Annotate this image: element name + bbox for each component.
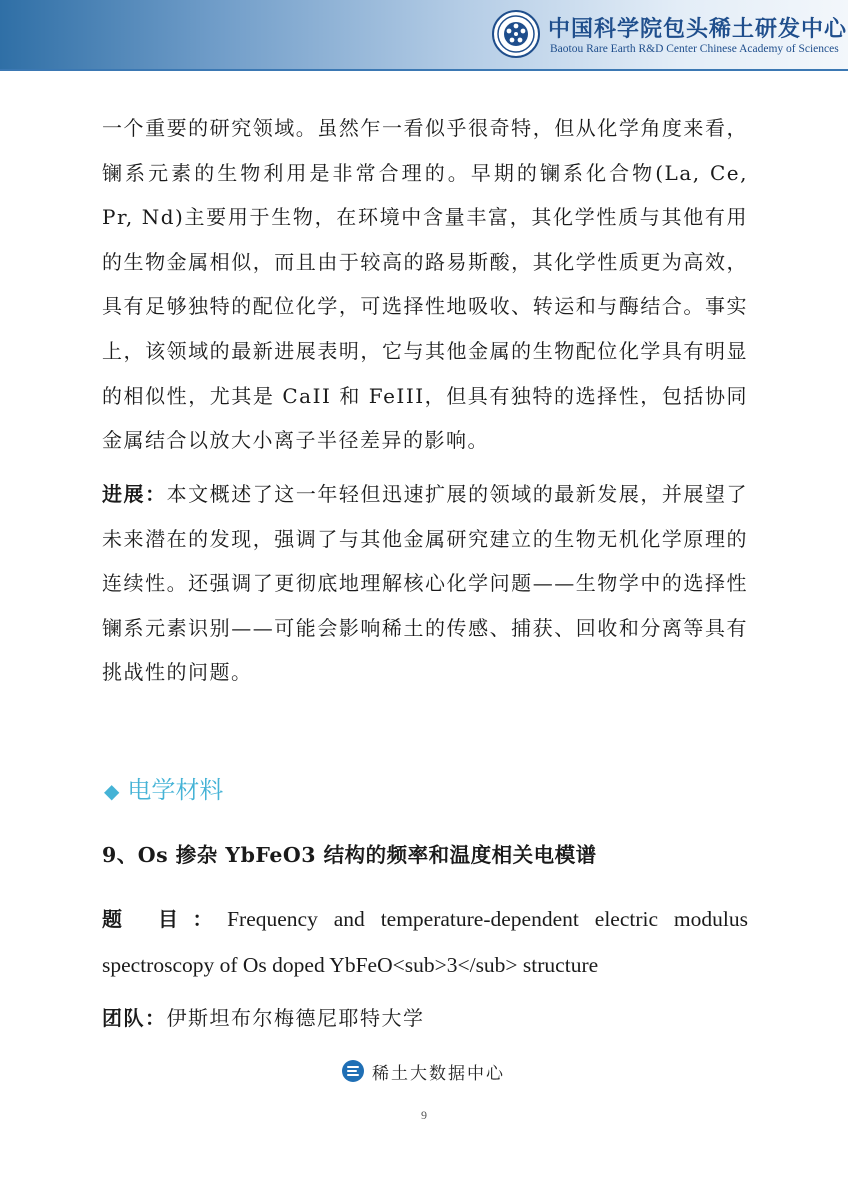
section-heading xyxy=(104,770,223,805)
rare-earth-data-logo-icon xyxy=(341,1059,365,1083)
org-name-en: Baotou Rare Earth R&D Center Chinese Academy of Sciences xyxy=(550,43,839,55)
article-title-en xyxy=(102,896,748,988)
section-title: 电学材料 xyxy=(127,776,224,804)
title-label: 题 目： xyxy=(102,907,228,931)
body-paragraph-1: 一个重要的研究领域。虽然乍一看似乎很奇特，但从化学角度来看，镧系元素的生物利用是非常合理的。早期的镧系化合物(La, Ce, Pr, Nd)主要用于生物，在环境中含量丰富，其化学性质与其他有用的生物金属相似，而且由于较高的路易斯酸，其化学性质更为高效，具有足够独特的配位化学，可选择性地吸收、转运和与酶结合。事实上，该领域的最新进展表明，它与其他金属的生物配位化学具有明显的相似性，尤其是 CaII 和 FeIII，但具有独特的选择性，包括协同金属结合以放大小离子半径差异的影响。 xyxy=(102,116,748,453)
team-label: 团队： xyxy=(102,1006,167,1030)
body-paragraph-progress xyxy=(102,472,748,695)
footer-text: 稀土大数据中心 xyxy=(372,1064,505,1084)
cas-emblem-icon xyxy=(492,10,540,58)
title-en-text: Frequency and temperature-dependent electric modulus spectroscopy of Os doped YbFeO<sub>3</sub> structure xyxy=(102,907,748,977)
team-name: 伊斯坦布尔梅德尼耶特大学 xyxy=(166,1006,425,1030)
diamond-icon: ◆ xyxy=(104,779,120,803)
progress-text: 本文概述了这一年轻但迅速扩展的领域的最新发展，并展望了未来潜在的发现，强调了与其他金属研究建立的生物无机化学原理的连续性。还强调了更彻底地理解核心化学问题——生物学中的选择性镧系元素识别——可能会影响稀土的传感、捕获、回收和分离等具有挑战性的问题。 xyxy=(102,482,749,685)
page-number: 9 xyxy=(421,1108,427,1122)
team-line xyxy=(102,1002,425,1031)
org-name-cn: 中国科学院包头稀土研发中心 xyxy=(548,16,848,42)
page-header xyxy=(0,0,848,71)
progress-label: 进展： xyxy=(102,482,167,506)
article-title: 9、Os 掺杂 YbFeO3 结构的频率和温度相关电模谱 xyxy=(102,843,597,867)
